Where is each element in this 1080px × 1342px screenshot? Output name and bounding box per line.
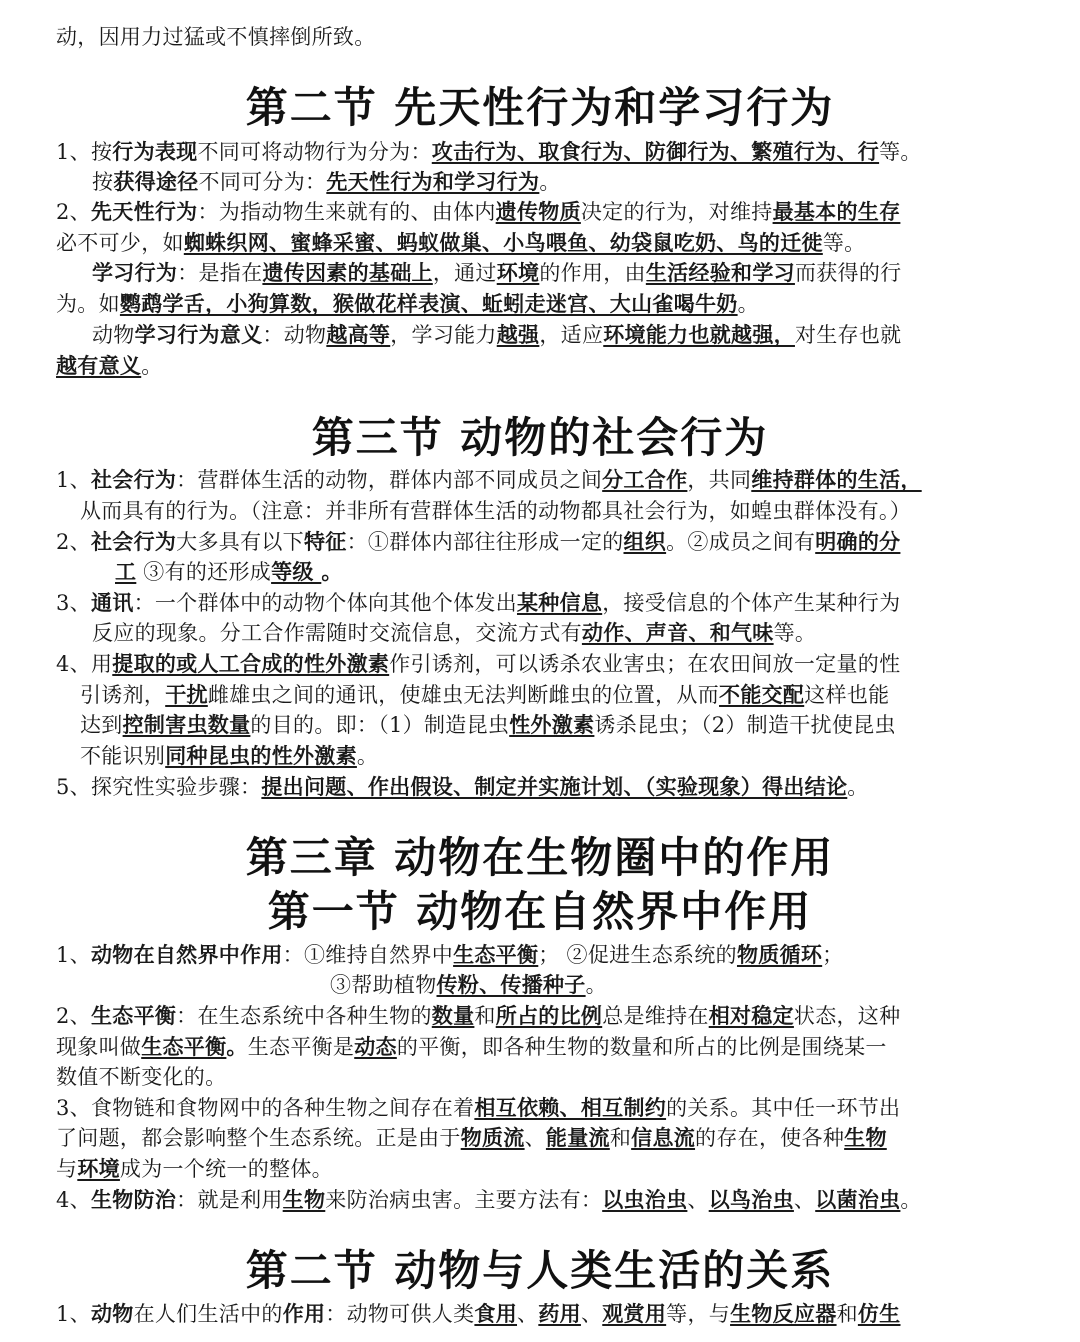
text-line bbox=[56, 940, 843, 970]
key-point: 信息流 bbox=[631, 1126, 696, 1150]
key-point: 数量 bbox=[431, 1004, 475, 1028]
plain-text: 5、探究性实验步骤： bbox=[56, 775, 262, 799]
plain-text: 状态，这种 bbox=[793, 1004, 901, 1028]
text-line bbox=[56, 197, 900, 227]
text-line bbox=[80, 680, 889, 710]
key-point: 生态平衡 bbox=[141, 1035, 227, 1059]
section-heading: 第二节 动物与人类生活的关系 bbox=[245, 1246, 835, 1295]
plain-text: 不能识别 bbox=[80, 744, 166, 768]
key-point: 越有意义 bbox=[56, 354, 142, 378]
key-point: 物质流 bbox=[460, 1126, 525, 1150]
plain-text: 等，与 bbox=[666, 1302, 731, 1326]
plain-text: 等。 bbox=[879, 140, 922, 164]
key-point: 先天性行为和学习行为 bbox=[326, 170, 540, 194]
plain-text: 2、 bbox=[56, 200, 91, 224]
key-point: 分工合作 bbox=[602, 468, 688, 492]
plain-text: 的平衡，即各种生物的数量和所占的比例是围绕某一 bbox=[396, 1035, 887, 1059]
bold-term: 先天性行为 bbox=[90, 200, 198, 224]
key-point: 遗传物质 bbox=[495, 200, 581, 224]
key-point: 越高等 bbox=[326, 323, 391, 347]
key-point: 干扰 bbox=[165, 683, 208, 707]
key-point: 食用 bbox=[474, 1302, 518, 1326]
plain-text: 、 bbox=[580, 1302, 603, 1326]
plain-text: 等。 bbox=[822, 231, 866, 255]
plain-text: 总是维持在 bbox=[602, 1004, 709, 1028]
plain-text: 。 bbox=[847, 775, 869, 799]
section-heading: 第二节 先天性行为和学习行为 bbox=[245, 83, 835, 132]
bold-term: 生物防治 bbox=[90, 1188, 177, 1212]
text-line bbox=[56, 351, 163, 381]
key-point: 维持群体的生活， bbox=[751, 468, 922, 492]
key-point: 动态 bbox=[354, 1035, 397, 1059]
plain-text: 2、 bbox=[56, 1004, 91, 1028]
key-point: 最基本的生存 bbox=[772, 200, 901, 224]
plain-text: 2、 bbox=[56, 530, 91, 554]
plain-text: 1、按 bbox=[56, 140, 113, 164]
plain-text: 。 bbox=[539, 170, 561, 194]
plain-text: 和 bbox=[836, 1302, 858, 1326]
text-line bbox=[56, 527, 900, 557]
bold-term: 。 bbox=[321, 560, 343, 584]
key-point: 生物 bbox=[282, 1188, 326, 1212]
text-line bbox=[92, 320, 901, 350]
plain-text: 3、 bbox=[56, 591, 91, 615]
plain-text: ③帮助植物 bbox=[330, 973, 437, 997]
plain-text: 的存在，使各种 bbox=[695, 1126, 845, 1150]
plain-text: 。②成员之间有 bbox=[666, 530, 816, 554]
key-point: 某种信息 bbox=[516, 591, 603, 615]
text-line bbox=[92, 167, 561, 197]
key-point: 攻击行为、取食行为、防御行为、繁殖行为、行 bbox=[431, 140, 880, 164]
plain-text: 为。如 bbox=[56, 292, 120, 316]
key-point: 相对稳定 bbox=[708, 1004, 794, 1028]
bold-term: 社会行为 bbox=[90, 530, 177, 554]
bold-term: 学习行为 bbox=[92, 261, 178, 285]
plain-text: 反应的现象。分工合作需随时交流信息，交流方式有 bbox=[92, 621, 582, 645]
plain-text: 。 bbox=[737, 292, 759, 316]
key-point: 物质循环 bbox=[736, 943, 823, 967]
key-point: 工 bbox=[115, 560, 137, 584]
bold-term: 社会行为 bbox=[90, 468, 177, 492]
key-point: 能量流 bbox=[545, 1126, 610, 1150]
key-point: 控制害虫数量 bbox=[122, 713, 251, 737]
plain-text: ：就是利用 bbox=[176, 1188, 283, 1212]
bold-term: 通讯 bbox=[90, 591, 134, 615]
plain-text: ：一个群体中的动物个体向其他个体发出 bbox=[133, 591, 517, 615]
plain-text: 、 bbox=[524, 1126, 546, 1150]
plain-text: 达到 bbox=[80, 713, 123, 737]
key-point: 相互依赖、相互制约 bbox=[474, 1096, 667, 1120]
plain-text: 了问题，都会影响整个生态系统。正是由于 bbox=[56, 1126, 461, 1150]
plain-text: 来防治病虫害。主要方法有： bbox=[325, 1188, 603, 1212]
plain-text: 3、食物链和食物网中的各种生物之间存在着 bbox=[56, 1096, 475, 1120]
text-line bbox=[56, 1154, 333, 1184]
text-line bbox=[56, 289, 759, 319]
plain-text: 不同可分为： bbox=[198, 170, 327, 194]
key-point: 蜘蛛织网、蜜蜂采蜜、蚂蚁做巢、小鸟喂鱼、幼袋鼠吃奶、鸟的迁徙 bbox=[183, 231, 823, 255]
plain-text: ； ②促进生态系统的 bbox=[538, 943, 737, 967]
text-line bbox=[92, 258, 901, 288]
plain-text: 。 bbox=[585, 973, 607, 997]
plain-text: 1、 bbox=[56, 943, 91, 967]
plain-text: ③有的还形成 bbox=[136, 560, 272, 584]
plain-text: 1、 bbox=[56, 468, 91, 492]
text-line bbox=[56, 1062, 226, 1092]
plain-text: 决定的行为，对维持 bbox=[580, 200, 773, 224]
text-line bbox=[56, 228, 865, 258]
text-line bbox=[56, 588, 900, 618]
bold-term: 。 bbox=[226, 1035, 248, 1059]
key-point: 生态平衡 bbox=[453, 943, 539, 967]
key-point: 等级 bbox=[271, 560, 322, 584]
plain-text: ； bbox=[822, 943, 844, 967]
text-line bbox=[56, 772, 869, 802]
text-line bbox=[56, 1001, 900, 1031]
key-point: 同种昆虫的性外激素 bbox=[165, 744, 357, 768]
key-point: 明确的分 bbox=[815, 530, 901, 554]
plain-text: 引诱剂， bbox=[80, 683, 166, 707]
key-point: 提出问题、作出假设、制定并实施计划、（实验现象）得出结论 bbox=[261, 775, 848, 799]
bold-term: 动物 bbox=[90, 1302, 134, 1326]
plain-text: ，通过 bbox=[432, 261, 497, 285]
section-heading: 第三节 动物的社会行为 bbox=[311, 413, 769, 462]
plain-text: ：动物可供人类 bbox=[325, 1302, 475, 1326]
plain-text: 诱杀昆虫；（2）制造干扰使昆虫 bbox=[594, 713, 896, 737]
text-line bbox=[115, 557, 343, 587]
plain-text: 从而具有的行为。（注意：并非所有营群体生活的动物都具社会行为，如蝗虫群体没有。） bbox=[80, 499, 911, 523]
text-line bbox=[56, 137, 922, 167]
plain-text: 4、用 bbox=[56, 652, 113, 676]
plain-text: 不同可将动物行为分为： bbox=[197, 140, 432, 164]
plain-text: 这样也能 bbox=[804, 683, 890, 707]
text-line bbox=[330, 970, 607, 1000]
plain-text: 数值不断变化的。 bbox=[56, 1065, 227, 1089]
text-line bbox=[80, 741, 378, 771]
key-point: 以虫治虫 bbox=[602, 1188, 688, 1212]
key-point: 性外激素 bbox=[509, 713, 595, 737]
plain-text: 大多具有以下 bbox=[176, 530, 304, 554]
key-point: 不能交配 bbox=[719, 683, 805, 707]
bold-term: 生态平衡 bbox=[90, 1004, 177, 1028]
plain-text: 、 bbox=[687, 1188, 709, 1212]
plain-text: 等。 bbox=[773, 621, 817, 645]
plain-text: ，适应 bbox=[539, 323, 604, 347]
text-line bbox=[80, 710, 896, 740]
key-point: 以菌治虫 bbox=[815, 1188, 901, 1212]
text-line bbox=[56, 1123, 887, 1153]
key-point: 鹦鹉学舌，小狗算数，猴做花样表演、蚯蚓走迷宫、大山雀喝牛奶 bbox=[119, 292, 738, 316]
bold-term: 获得途径 bbox=[113, 170, 199, 194]
key-point: 环境 bbox=[77, 1157, 120, 1181]
bold-term: 动物在自然界中作用 bbox=[90, 943, 283, 967]
key-point: 环境 bbox=[496, 261, 540, 285]
text-line bbox=[56, 1299, 900, 1329]
plain-text: 按 bbox=[92, 170, 114, 194]
text-line bbox=[56, 465, 922, 495]
text-line bbox=[56, 22, 376, 52]
bold-term: 行为表现 bbox=[112, 140, 198, 164]
plain-text: 现象叫做 bbox=[56, 1035, 142, 1059]
plain-text: 的关系。其中任一环节出 bbox=[666, 1096, 901, 1120]
key-point: 药用 bbox=[538, 1302, 581, 1326]
plain-text: ，共同 bbox=[687, 468, 752, 492]
plain-text: 对生存也就 bbox=[794, 323, 902, 347]
section-heading: 第一节 动物在自然界中作用 bbox=[267, 887, 813, 936]
key-point: 生活经验和学习 bbox=[645, 261, 795, 285]
plain-text: 的作用，由 bbox=[539, 261, 646, 285]
plain-text: 和 bbox=[474, 1004, 496, 1028]
key-point: 以鸟治虫 bbox=[708, 1188, 794, 1212]
section-heading: 第三章 动物在生物圈中的作用 bbox=[245, 833, 835, 882]
plain-text: 4、 bbox=[56, 1188, 91, 1212]
plain-text: 而获得的行 bbox=[794, 261, 902, 285]
key-point: 提取的或人工合成的性外激素 bbox=[112, 652, 390, 676]
plain-text: ：在生态系统中各种生物的 bbox=[176, 1004, 432, 1028]
key-point: 环境能力也就越强， bbox=[603, 323, 795, 347]
plain-text: 、 bbox=[517, 1302, 539, 1326]
key-point: 生物反应器 bbox=[730, 1302, 837, 1326]
key-point: 仿生 bbox=[857, 1302, 901, 1326]
plain-text: ，学习能力 bbox=[390, 323, 497, 347]
plain-text: 与 bbox=[56, 1157, 78, 1181]
plain-text: 生态平衡是 bbox=[247, 1035, 355, 1059]
plain-text: 雌雄虫之间的通讯，使雄虫无法判断雌虫的位置，从而 bbox=[207, 683, 720, 707]
plain-text: 。 bbox=[141, 354, 163, 378]
plain-text: 、 bbox=[793, 1188, 816, 1212]
key-point: 生物 bbox=[844, 1126, 887, 1150]
plain-text: 动物 bbox=[92, 323, 135, 347]
bold-term: 作用 bbox=[282, 1302, 326, 1326]
plain-text: 成为一个统一的整体。 bbox=[119, 1157, 333, 1181]
plain-text: ：①群体内部往往形成一定的 bbox=[346, 530, 624, 554]
plain-text: 的目的。即：（1）制造昆虫 bbox=[250, 713, 510, 737]
plain-text: ：为指动物生来就有的、由体内 bbox=[197, 200, 496, 224]
plain-text: ：是指在 bbox=[177, 261, 263, 285]
text-line bbox=[56, 649, 900, 679]
key-point: 传粉、传播种子 bbox=[436, 973, 586, 997]
text-line bbox=[80, 496, 911, 526]
plain-text: 必不可少，如 bbox=[56, 231, 184, 255]
text-line bbox=[56, 1093, 900, 1123]
plain-text: 。 bbox=[356, 744, 379, 768]
plain-text: ：动物 bbox=[262, 323, 327, 347]
plain-text: ：营群体生活的动物，群体内部不同成员之间 bbox=[176, 468, 603, 492]
text-line bbox=[56, 1032, 887, 1062]
plain-text: ，接受信息的个体产生某种行为 bbox=[602, 591, 901, 615]
bold-term: 学习行为意义 bbox=[134, 323, 263, 347]
key-point: 观赏用 bbox=[602, 1302, 667, 1326]
plain-text: ：①维持自然界中 bbox=[282, 943, 454, 967]
plain-text: 动，因用力过猛或不慎摔倒所致。 bbox=[56, 25, 376, 49]
text-line bbox=[92, 618, 816, 648]
plain-text: 在人们生活中的 bbox=[133, 1302, 283, 1326]
key-point: 动作、声音、和气味 bbox=[581, 621, 774, 645]
plain-text: 1、 bbox=[56, 1302, 91, 1326]
bold-term: 特征 bbox=[303, 530, 347, 554]
plain-text: 。 bbox=[900, 1188, 922, 1212]
plain-text: 作引诱剂，可以诱杀农业害虫；在农田间放一定量的性 bbox=[389, 652, 901, 676]
key-point: 越强 bbox=[496, 323, 540, 347]
plain-text: 和 bbox=[609, 1126, 632, 1150]
key-point: 所占的比例 bbox=[495, 1004, 603, 1028]
text-line bbox=[56, 1185, 922, 1215]
key-point: 组织 bbox=[623, 530, 667, 554]
key-point: 遗传因素的基础上 bbox=[262, 261, 433, 285]
